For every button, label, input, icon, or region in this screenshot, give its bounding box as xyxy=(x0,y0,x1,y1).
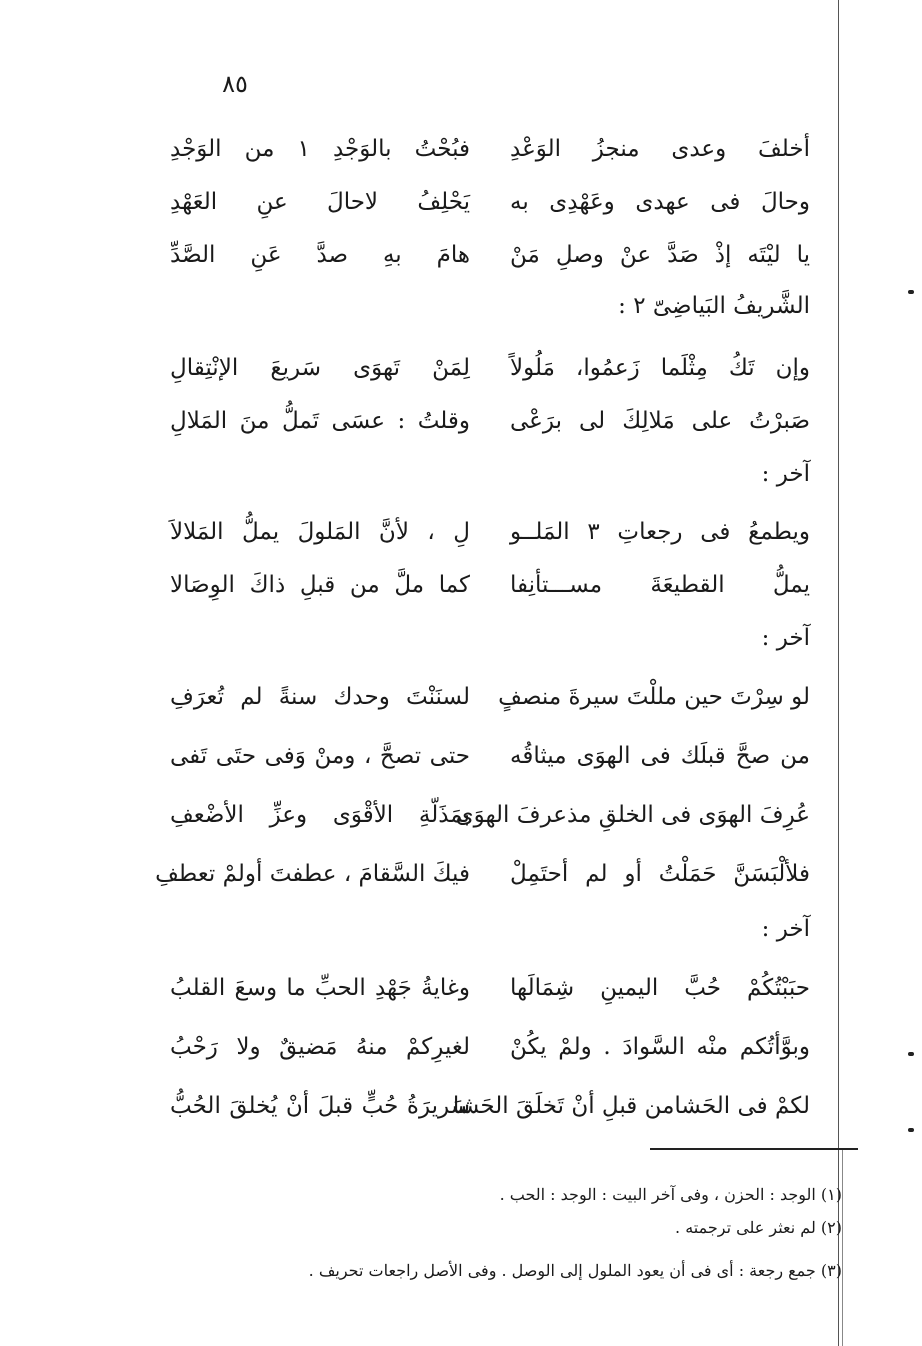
second-hemistich xyxy=(170,672,470,722)
second-hemistich xyxy=(170,963,470,1013)
first-hemistich-text: صَبرْتُ على مَلالِكَ لى برَعْى xyxy=(510,408,810,434)
first-hemistich-text: وحالَ فى عهدى وعَهْدِى به xyxy=(510,189,810,215)
second-hemistich-text: حتى تصحَّ ، ومنْ وَفى حتَى تَفى xyxy=(170,743,470,769)
second-hemistich-text: هامَ بهِ صدَّ عَنِ الصَّدِّ xyxy=(170,242,470,268)
first-hemistich xyxy=(510,177,810,227)
verse-line xyxy=(170,177,810,227)
binding-margin-line xyxy=(838,0,839,1346)
footnote: (٢) لم نعثر على ترجمته . xyxy=(675,1218,842,1237)
first-hemistich xyxy=(510,849,810,899)
verse-line xyxy=(170,560,810,610)
footnote: (١) الوجد : الحزن ، وفى آخر البيت : الوجد : الحب . xyxy=(499,1185,842,1204)
second-hemistich xyxy=(170,230,470,280)
second-hemistich xyxy=(170,507,470,557)
first-hemistich-text: أخلفَ وعدى منجزُ الوَعْدِ xyxy=(510,136,810,162)
second-hemistich-text: يَحْلِفُ لاحالَ عنِ العَهْدِ xyxy=(170,189,470,215)
second-hemistich-text: سَريرَةُ حُبٍّ قبلَ أنْ يُخلقَ الحُبُّ xyxy=(170,1093,470,1119)
poet-heading: آخر : xyxy=(761,916,810,942)
first-hemistich-text: ويطمعُ فى رجعاتِ ٣ المَلــو xyxy=(510,519,810,545)
footnote: (٣) جمع رجعة : أى فى أن يعود الملول إلى الوصل . وفى الأصل راجعات تحريف . xyxy=(308,1261,842,1280)
second-hemistich-text: فبُحْتُ بالوَجْدِ ١ من الوَجْدِ xyxy=(170,136,470,162)
first-hemistich-text: وإن تَكُ مِثْلَما زَعمُوا، مَلُولاً xyxy=(510,355,810,381)
first-hemistich-text: من صحَّ قبلَك فى الهوَى ميثاقُه xyxy=(510,743,810,769)
poet-heading: آخر : xyxy=(761,625,810,651)
verse-line xyxy=(155,849,810,899)
first-hemistich-text: عُرِفَ الهوَى فى الخلقِ مذعرفَ الهوَى xyxy=(455,802,810,828)
second-hemistich xyxy=(170,560,470,610)
first-hemistich xyxy=(510,507,810,557)
first-hemistich-text: لكمْ فى الحَشامن قبلِ أنْ تَخلَقَ الحَشا xyxy=(452,1093,810,1119)
verse-line xyxy=(170,672,810,722)
verse-line xyxy=(170,507,810,557)
margin-mark xyxy=(908,1128,914,1132)
second-hemistich xyxy=(170,124,470,174)
footnote-margin-line xyxy=(842,1150,843,1346)
verse-line xyxy=(170,396,810,446)
second-hemistich xyxy=(170,177,470,227)
margin-mark xyxy=(908,290,914,294)
verse-line xyxy=(170,790,810,840)
margin-mark xyxy=(908,1052,914,1056)
poet-heading: آخر : xyxy=(761,461,810,487)
first-hemistich xyxy=(510,124,810,174)
second-hemistich xyxy=(170,343,470,393)
first-hemistich xyxy=(510,560,810,610)
footnote-separator xyxy=(650,1148,858,1150)
second-hemistich-text: لِ ، لأنَّ المَلولَ يملُّ المَلالاَ xyxy=(170,519,470,545)
first-hemistich xyxy=(510,230,810,280)
verse-line xyxy=(170,731,810,781)
first-hemistich xyxy=(510,396,810,446)
verse-line xyxy=(170,1022,810,1072)
verse-line xyxy=(170,1081,810,1131)
first-hemistich-text: لو سِرْتَ حين مللْتَ سيرةَ منصفٍ xyxy=(498,684,810,710)
second-hemistich xyxy=(170,731,470,781)
second-hemistich xyxy=(170,1022,470,1072)
verse-line xyxy=(170,230,810,280)
second-hemistich xyxy=(155,849,470,899)
page-number: ٨٥ xyxy=(222,70,248,98)
first-hemistich-text: يا ليْتَه إذْ صَدَّ عنْ وصلِ مَنْ xyxy=(510,242,810,268)
second-hemistich-text: بمَذَلّةِ الأقْوَى وعزِّ الأضْعفِ xyxy=(170,802,470,828)
second-hemistich-text: لِمَنْ تَهوَى سَريعَ الإنْتِقالِ xyxy=(170,355,470,381)
second-hemistich-text: فيكَ السَّقامَ ، عطفتَ أولمْ تعطفِ xyxy=(155,861,470,887)
second-hemistich xyxy=(170,790,470,840)
first-hemistich xyxy=(498,672,810,722)
first-hemistich xyxy=(510,343,810,393)
second-hemistich xyxy=(170,396,470,446)
first-hemistich-text: وبوَّأتُكم منْه السَّوادَ . ولمْ يكُنْ xyxy=(510,1034,810,1060)
second-hemistich-text: لغيرِكمْ منهُ مَضيقٌ ولا رَحْبُ xyxy=(170,1034,470,1060)
first-hemistich xyxy=(510,963,810,1013)
second-hemistich-text: وغايةُ جَهْدِ الحبِّ ما وسعَ القلبُ xyxy=(170,975,470,1001)
verse-line xyxy=(170,963,810,1013)
first-hemistich-text: يملُّ القطيعَةَ مســـتأنِفا xyxy=(510,572,810,598)
first-hemistich xyxy=(510,1022,810,1072)
first-hemistich xyxy=(510,731,810,781)
verse-line xyxy=(170,343,810,393)
second-hemistich-text: كما ملَّ من قبلِ ذاكَ الوِصَالا xyxy=(170,572,470,598)
first-hemistich-text: فلألْبَسَنَّ حَمَلْتُ أو لم أحتَمِلْ xyxy=(510,861,810,887)
second-hemistich xyxy=(170,1081,470,1131)
first-hemistich xyxy=(455,790,810,840)
second-hemistich-text: لسنَنْتَ وحدك سنةً لم تُعرَفِ xyxy=(170,684,470,710)
first-hemistich-text: حبَبْتُكُمْ حُبَّ اليمينِ شِمَالَها xyxy=(510,975,810,1001)
second-hemistich-text: وقلتُ : عسَى تَملُّ منَ المَلالِ xyxy=(170,408,470,434)
first-hemistich xyxy=(452,1081,810,1131)
poet-heading: الشَّريفُ البَياضِىّ ٢ : xyxy=(618,293,810,319)
verse-line xyxy=(170,124,810,174)
